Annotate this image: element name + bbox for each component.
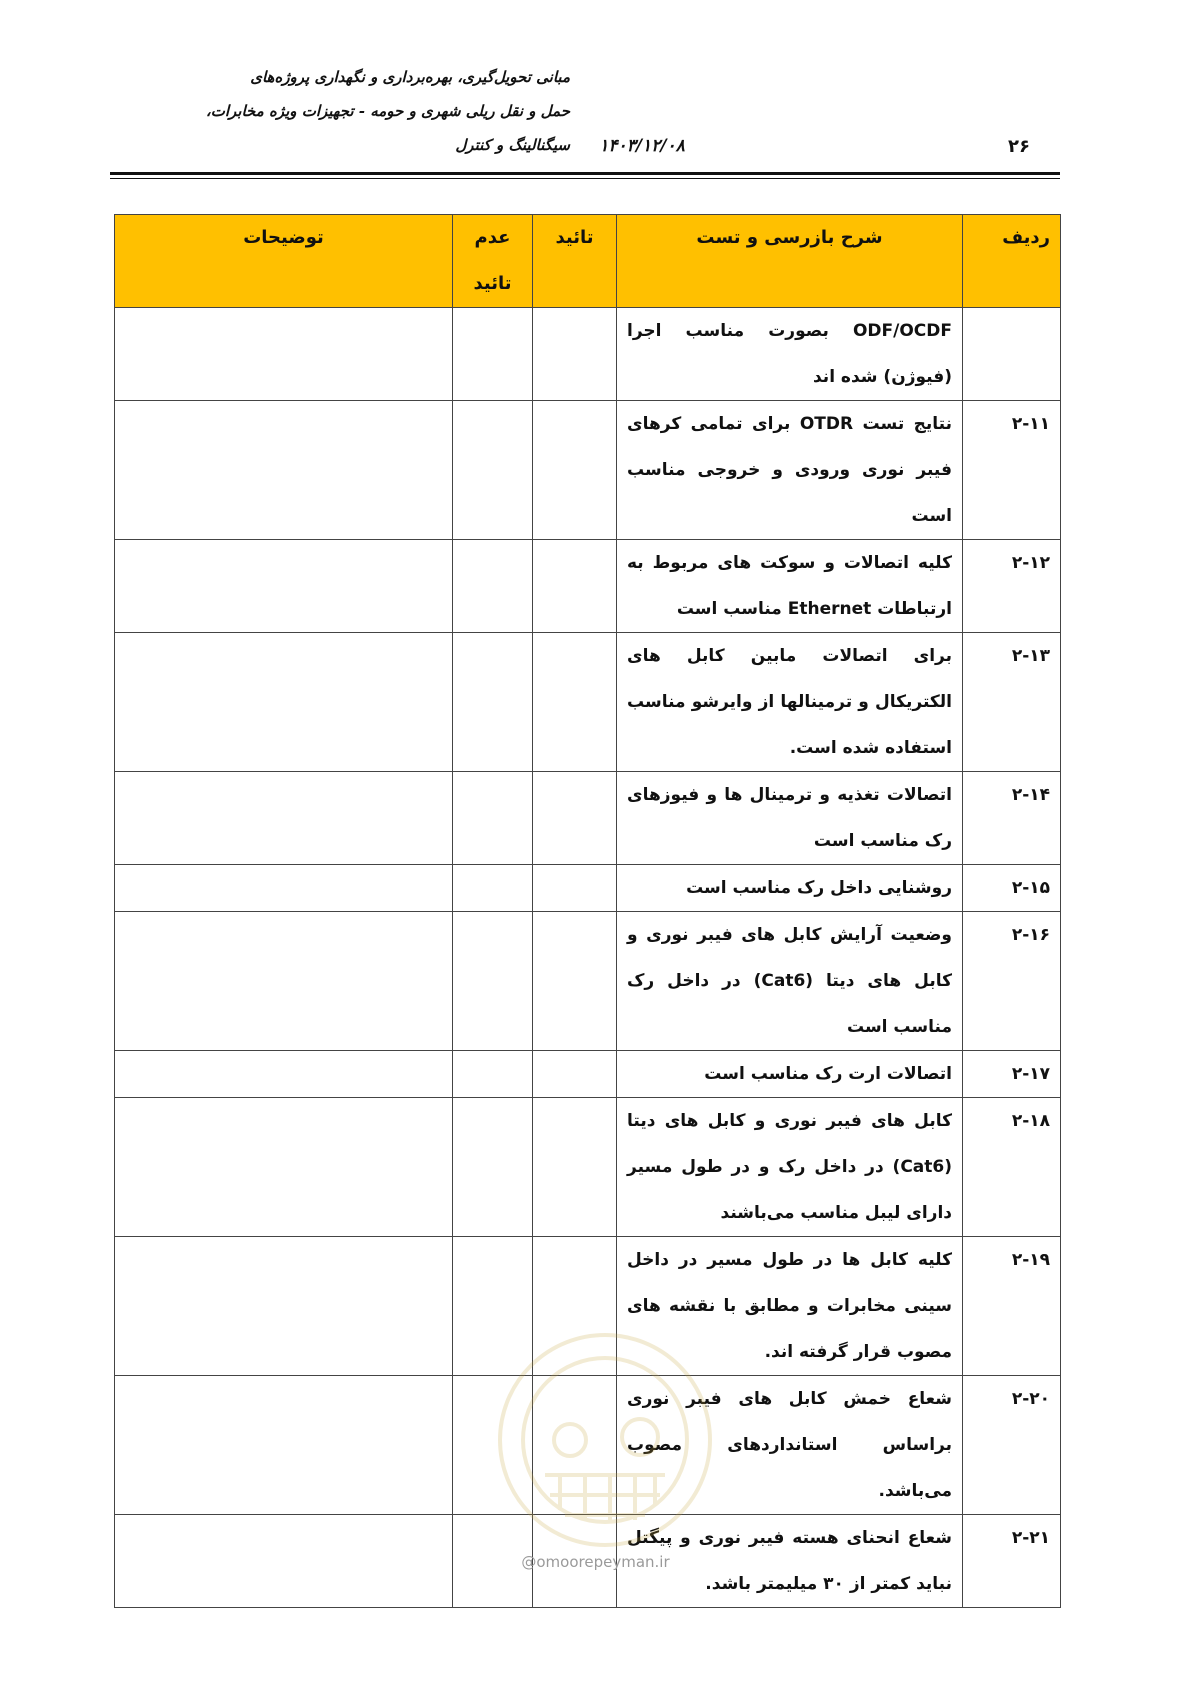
header-description: شرح بازرسی و تست xyxy=(617,215,963,308)
table-row xyxy=(115,865,1061,912)
table-header-row xyxy=(115,215,1061,308)
description-cell: نتایج تست OTDR برای تمامی کرهای فیبر نوری ورودی و خروجی مناسب است xyxy=(617,401,963,540)
description-cell: وضعیت آرایش کابل های فیبر نوری و کابل های دیتا (Cat6) در داخل رک مناسب است xyxy=(617,912,963,1051)
notes-cell[interactable] xyxy=(115,1051,453,1098)
notes-cell[interactable] xyxy=(115,865,453,912)
approved-cell[interactable] xyxy=(533,865,617,912)
row-number-cell: ۲-۱۲ xyxy=(963,540,1061,633)
header-rule-thin xyxy=(110,178,1060,179)
not-approved-cell[interactable] xyxy=(453,401,533,540)
table-row xyxy=(115,401,1061,540)
description-cell: اتصالات تغذیه و ترمینال ها و فیوزهای رک مناسب است xyxy=(617,772,963,865)
not-approved-cell[interactable] xyxy=(453,772,533,865)
notes-cell[interactable] xyxy=(115,1376,453,1515)
not-approved-cell[interactable] xyxy=(453,308,533,401)
description-cell: اتصالات ارت رک مناسب است xyxy=(617,1051,963,1098)
approved-cell[interactable] xyxy=(533,401,617,540)
description-cell: شعاع خمش کابل های فیبر نوری براساس استانداردهای مصوب می‌باشد. xyxy=(617,1376,963,1515)
notes-cell[interactable] xyxy=(115,772,453,865)
not-approved-cell[interactable] xyxy=(453,540,533,633)
notes-cell[interactable] xyxy=(115,633,453,772)
not-approved-cell[interactable] xyxy=(453,912,533,1051)
row-number-cell: ۲-۲۱ xyxy=(963,1515,1061,1608)
description-cell: ODF/OCDF بصورت مناسب اجرا (فیوژن) شده اند xyxy=(617,308,963,401)
table-row xyxy=(115,1051,1061,1098)
title-line-2: حمل و نقل ریلی شهری و حومه - تجهیزات ویژه مخابرات، xyxy=(205,102,570,120)
not-approved-cell[interactable] xyxy=(453,1098,533,1237)
table-row xyxy=(115,308,1061,401)
notes-cell[interactable] xyxy=(115,308,453,401)
row-number-cell: ۲-۱۳ xyxy=(963,633,1061,772)
title-line-1: مبانی تحویل‌گیری، بهره‌برداری و نگهداری پروژه‌های xyxy=(250,68,570,86)
table-row xyxy=(115,540,1061,633)
not-approved-cell[interactable] xyxy=(453,865,533,912)
notes-cell[interactable] xyxy=(115,1237,453,1376)
approved-cell[interactable] xyxy=(533,308,617,401)
description-cell: شعاع انحنای هسته فیبر نوری و پیگتل نباید کمتر از ۳۰ میلیمتر باشد. xyxy=(617,1515,963,1608)
row-number-cell: ۲-۱۴ xyxy=(963,772,1061,865)
table-row xyxy=(115,1098,1061,1237)
description-cell: کلیه کابل ها در طول مسیر در داخل سینی مخابرات و مطابق با نقشه های مصوب قرار گرفته اند. xyxy=(617,1237,963,1376)
notes-cell[interactable] xyxy=(115,1098,453,1237)
header-rule-thick xyxy=(110,172,1060,175)
notes-cell[interactable] xyxy=(115,912,453,1051)
approved-cell[interactable] xyxy=(533,540,617,633)
seal-watermark xyxy=(490,1325,720,1555)
row-number-cell: ۲-۲۰ xyxy=(963,1376,1061,1515)
approved-cell[interactable] xyxy=(533,1051,617,1098)
title-line-3: سیگنالینگ و کنترل xyxy=(455,136,570,154)
row-number-cell xyxy=(963,308,1061,401)
not-approved-cell[interactable] xyxy=(453,1051,533,1098)
description-cell: کابل های فیبر نوری و کابل های دیتا (Cat6) در داخل رک و در طول مسیر دارای لیبل مناسب می‌باشند xyxy=(617,1098,963,1237)
approved-cell[interactable] xyxy=(533,912,617,1051)
row-number-cell: ۲-۱۵ xyxy=(963,865,1061,912)
header-not-approved: عدم تائید xyxy=(453,215,533,308)
table-row xyxy=(115,633,1061,772)
watermark-url: @omoorepeyman.ir xyxy=(521,1553,670,1571)
notes-cell[interactable] xyxy=(115,401,453,540)
row-number-cell: ۲-۱۸ xyxy=(963,1098,1061,1237)
table-row xyxy=(115,772,1061,865)
description-cell: روشنایی داخل رک مناسب است xyxy=(617,865,963,912)
row-number-cell: ۲-۱۱ xyxy=(963,401,1061,540)
page-header xyxy=(110,60,1060,190)
document-title xyxy=(110,60,570,162)
approved-cell[interactable] xyxy=(533,1098,617,1237)
page-number: ۲۶ xyxy=(1008,136,1030,157)
approved-cell[interactable] xyxy=(533,772,617,865)
header-row-number: ردیف xyxy=(963,215,1061,308)
notes-cell[interactable] xyxy=(115,540,453,633)
document-date: ۱۴۰۳/۱۲/۰۸ xyxy=(599,136,685,156)
table-row xyxy=(115,912,1061,1051)
not-approved-cell[interactable] xyxy=(453,633,533,772)
row-number-cell: ۲-۱۷ xyxy=(963,1051,1061,1098)
description-cell: کلیه اتصالات و سوکت های مربوط به ارتباطات Ethernet مناسب است xyxy=(617,540,963,633)
row-number-cell: ۲-۱۶ xyxy=(963,912,1061,1051)
header-notes: توضیحات xyxy=(115,215,453,308)
row-number-cell: ۲-۱۹ xyxy=(963,1237,1061,1376)
header-approved: تائید xyxy=(533,215,617,308)
approved-cell[interactable] xyxy=(533,633,617,772)
description-cell: برای اتصالات مابین کابل های الکتریکال و ترمینالها از وایرشو مناسب استفاده شده است. xyxy=(617,633,963,772)
